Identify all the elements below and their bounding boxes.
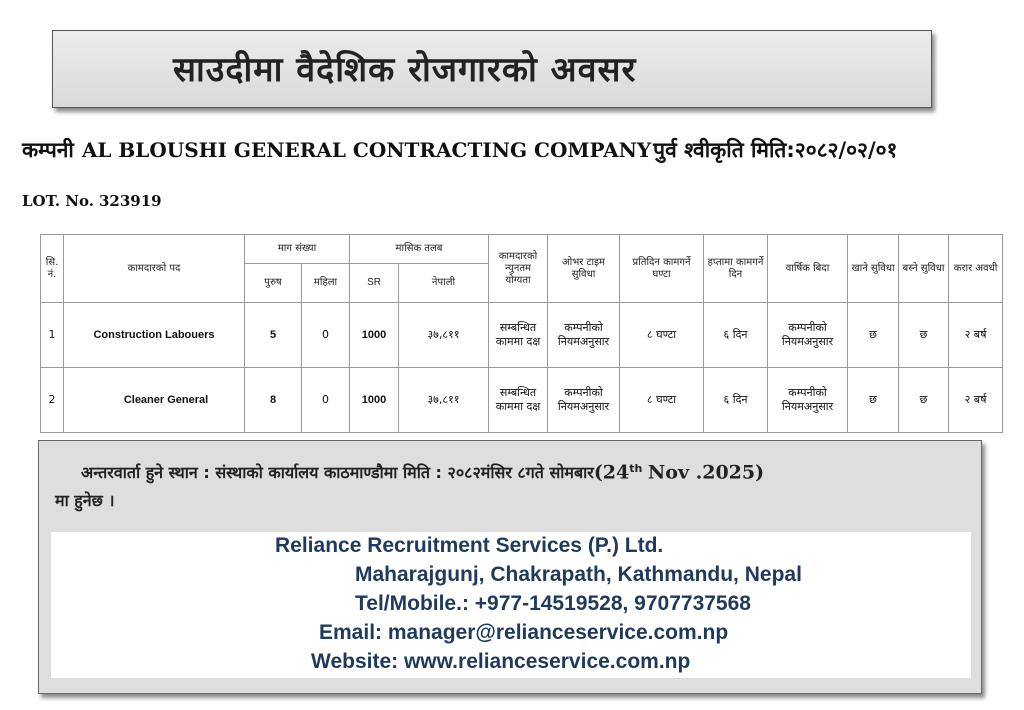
header-contract: करार अवधी (949, 235, 1003, 303)
cell-annual-leave: कम्पनीको नियमअनुसार (768, 303, 848, 368)
cell-female: 0 (302, 368, 350, 433)
header-sr: SR (350, 264, 399, 303)
header-food: खाने सुविधा (848, 235, 899, 303)
header-overtime: ओभर टाइम सुविधा (548, 235, 620, 303)
table-row (41, 303, 1003, 368)
cell-sr: 1000 (350, 368, 399, 433)
cell-overtime: कम्पनीको नियमअनुसार (548, 368, 620, 433)
cell-accommodation: छ (899, 368, 949, 433)
cell-weekly-days: ६ दिन (704, 368, 768, 433)
cell-sr: 1000 (350, 303, 399, 368)
header-female: महिला (302, 264, 350, 303)
interview-panel (38, 440, 982, 694)
cell-weekly-days: ६ दिन (704, 303, 768, 368)
interview-ending: मा हुनेछ । (55, 491, 115, 511)
lot-label: LOT. No. (22, 192, 94, 210)
header-weekly-days: हप्तामा कामगर्ने दिन (704, 235, 768, 303)
header-male: पुरुष (245, 264, 302, 303)
table-header-row (41, 235, 1003, 264)
header-accommodation: बस्ने सुविधा (899, 235, 949, 303)
cell-overtime: कम्पनीको नियमअनुसार (548, 303, 620, 368)
lot-value: 323919 (98, 192, 162, 210)
cell-male: 8 (245, 368, 302, 433)
cell-sn: 1 (41, 303, 64, 368)
approval-date: पुर्व श्वीकृति मिति:२०८२/०२/०१ (653, 138, 898, 162)
cell-male: 5 (245, 303, 302, 368)
header-daily-hours: प्रतिदिन कामगर्ने घण्टा (620, 235, 704, 303)
interview-date-rest: Nov .2025) (647, 461, 765, 484)
agency-name: Reliance Recruitment Services (P.) Ltd. (275, 534, 664, 557)
cell-position: Cleaner General (64, 368, 245, 433)
agency-phone: Tel/Mobile.: +977-14519528, 9707737568 (355, 592, 751, 615)
interview-date-suffix: th (629, 462, 643, 475)
header-npr: नेपाली (399, 264, 489, 303)
agency-address: Maharajgunj, Chakrapath, Kathmandu, Nepal (355, 563, 802, 586)
interview-date-day: (24 (593, 461, 630, 484)
cell-contract: २ बर्ष (949, 368, 1003, 433)
cell-sn: 2 (41, 368, 64, 433)
jobs-table (40, 234, 1003, 433)
company-name: AL BLOUSHI GENERAL CONTRACTING COMPANY (81, 138, 652, 162)
cell-food: छ (848, 303, 899, 368)
header-annual-leave: वार्षिक बिदा (768, 235, 848, 303)
agency-website: Website: www.relianceservice.com.np (311, 650, 691, 673)
cell-accommodation: छ (899, 303, 949, 368)
header-sn: सि. नं. (41, 235, 64, 303)
cell-npr: ३७,८११ (399, 303, 489, 368)
cell-qualification: सम्बन्धित काममा दक्ष (489, 303, 548, 368)
agency-email: Email: manager@relianceservice.com.np (319, 621, 729, 644)
cell-daily-hours: ८ घण्टा (620, 368, 704, 433)
company-line (22, 136, 897, 164)
page-title: साउदीमा वैदेशिक रोजगारको अवसर (173, 50, 637, 90)
cell-food: छ (848, 368, 899, 433)
cell-qualification: सम्बन्धित काममा दक्ष (489, 368, 548, 433)
cell-annual-leave: कम्पनीको नियमअनुसार (768, 368, 848, 433)
interview-text: अन्तरवार्ता हुने स्थान : संस्थाको कार्यालय काठमाण्डौमा मिति : २०८२मंसिर ८गते सोमबार (81, 463, 594, 483)
header-qualification: कामदारको न्युनतम योग्यता (489, 235, 548, 303)
lot-number (22, 192, 162, 210)
header-demand: माग संख्या (245, 235, 350, 264)
contact-card (51, 532, 971, 678)
cell-female: 0 (302, 303, 350, 368)
company-label: कम्पनी (22, 138, 74, 162)
cell-contract: २ बर्ष (949, 303, 1003, 368)
header-position: कामदारको पद (64, 235, 245, 303)
cell-position: Construction Labouers (64, 303, 245, 368)
cell-npr: ३७,८११ (399, 368, 489, 433)
interview-notice (55, 455, 955, 515)
header-salary: मासिक तलब (350, 235, 489, 264)
table-row (41, 368, 1003, 433)
title-banner (52, 30, 932, 108)
cell-daily-hours: ८ घण्टा (620, 303, 704, 368)
